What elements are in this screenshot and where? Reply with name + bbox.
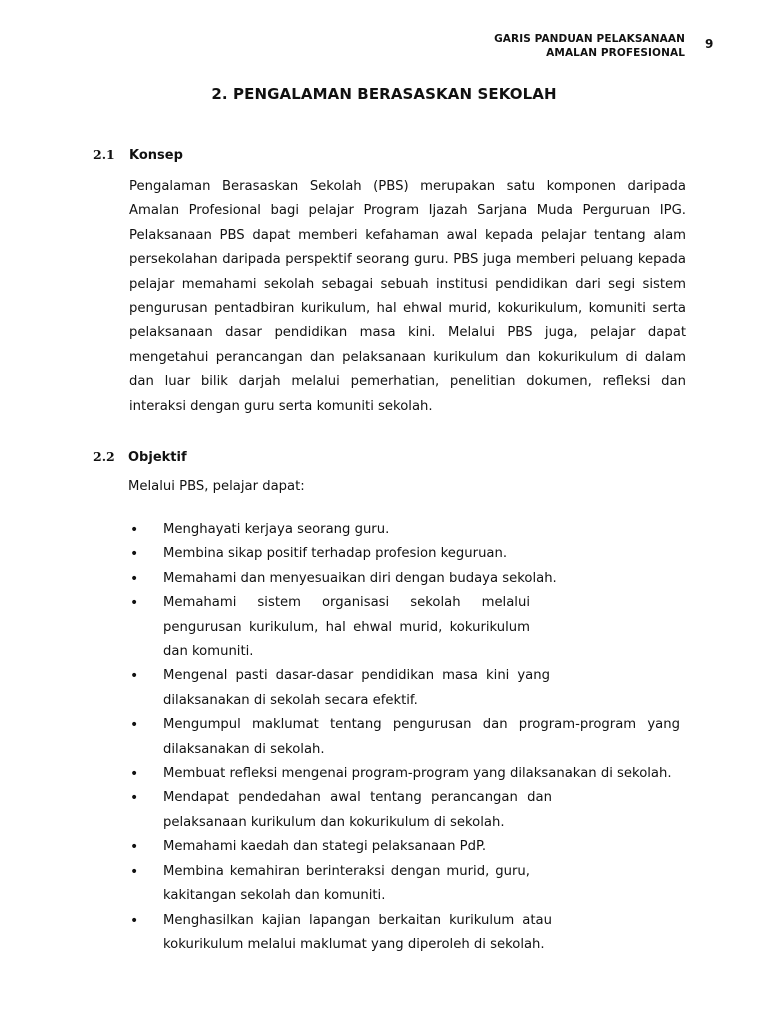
section-label: Objektif — [128, 450, 187, 465]
list-item: • Mengenal pasti dasar-dasar pendidikan masa kini yang dilaksanakan di sekolah secara efektif. — [129, 664, 680, 713]
list-item: • Memahami dan menyesuaikan diri dengan budaya sekolah. — [129, 567, 680, 591]
header-line-1: GARIS PANDUAN PELAKSANAAN — [494, 33, 685, 45]
page-title: 2. PENGALAMAN BERASASKAN SEKOLAH — [211, 85, 557, 103]
konsep-paragraph: Pengalaman Berasaskan Sekolah (PBS) merupakan satu komponen daripada Amalan Profesional bagi pelajar Program Ijazah Sarjana Muda Perguruan IPG. Pelaksanaan PBS dapat memberi kefahaman awal kepada pelajar tentang alam persekolahan daripada perspektif seorang guru. PBS juga memberi peluang kepada pelajar memahami sekolah sebagai sebuah institusi pendidikan dari segi sistem pengurusan pentadbiran kurikulum, hal ehwal murid, kokurikulum, komuniti serta pelaksanaan dasar pendidikan masa kini. Melalui PBS juga, pelajar dapat mengetahui perancangan dan pelaksanaan kurikulum dan kokurikulum di dalam dan luar bilik darjah melalui pemerhatian, penelitian dokumen, refleksi dan interaksi dengan guru serta komuniti sekolah. — [129, 179, 686, 414]
list-item: • Membuat refleksi mengenai program-program yang dilaksanakan di sekolah. — [129, 762, 680, 786]
section-heading-konsep — [93, 147, 183, 163]
list-item: • Mendapat pendedahan awal tentang perancangan dan pelaksanaan kurikulum dan kokurikulum di sekolah. — [129, 786, 680, 835]
list-item: • Menghayati kerjaya seorang guru. — [129, 518, 680, 542]
running-header — [494, 32, 685, 60]
list-item: • Menghasilkan kajian lapangan berkaitan kurikulum atau kokurikulum melalui maklumat yang diperoleh di sekolah. — [129, 909, 680, 958]
list-item: • Mengumpul maklumat tentang pengurusan dan program-program yang dilaksanakan di sekolah. — [129, 713, 680, 762]
section-label: Konsep — [129, 148, 183, 163]
objective-list — [129, 518, 680, 957]
list-item: • Membina sikap positif terhadap profesion keguruan. — [129, 542, 680, 566]
objektif-intro: Melalui PBS, pelajar dapat: — [128, 479, 305, 494]
list-item: • Membina kemahiran berinteraksi dengan murid, guru, kakitangan sekolah dan komuniti. — [129, 860, 680, 909]
list-item: • Memahami sistem organisasi sekolah melalui pengurusan kurikulum, hal ehwal murid, kokurikulum dan komuniti. — [129, 591, 680, 664]
section-number: 2.2 — [93, 449, 115, 464]
section-heading-objektif — [93, 449, 187, 465]
section-number: 2.1 — [93, 147, 115, 162]
page-number: 9 — [705, 37, 714, 51]
list-item: • Memahami kaedah dan stategi pelaksanaan PdP. — [129, 835, 680, 859]
header-line-2: AMALAN PROFESIONAL — [546, 47, 685, 59]
